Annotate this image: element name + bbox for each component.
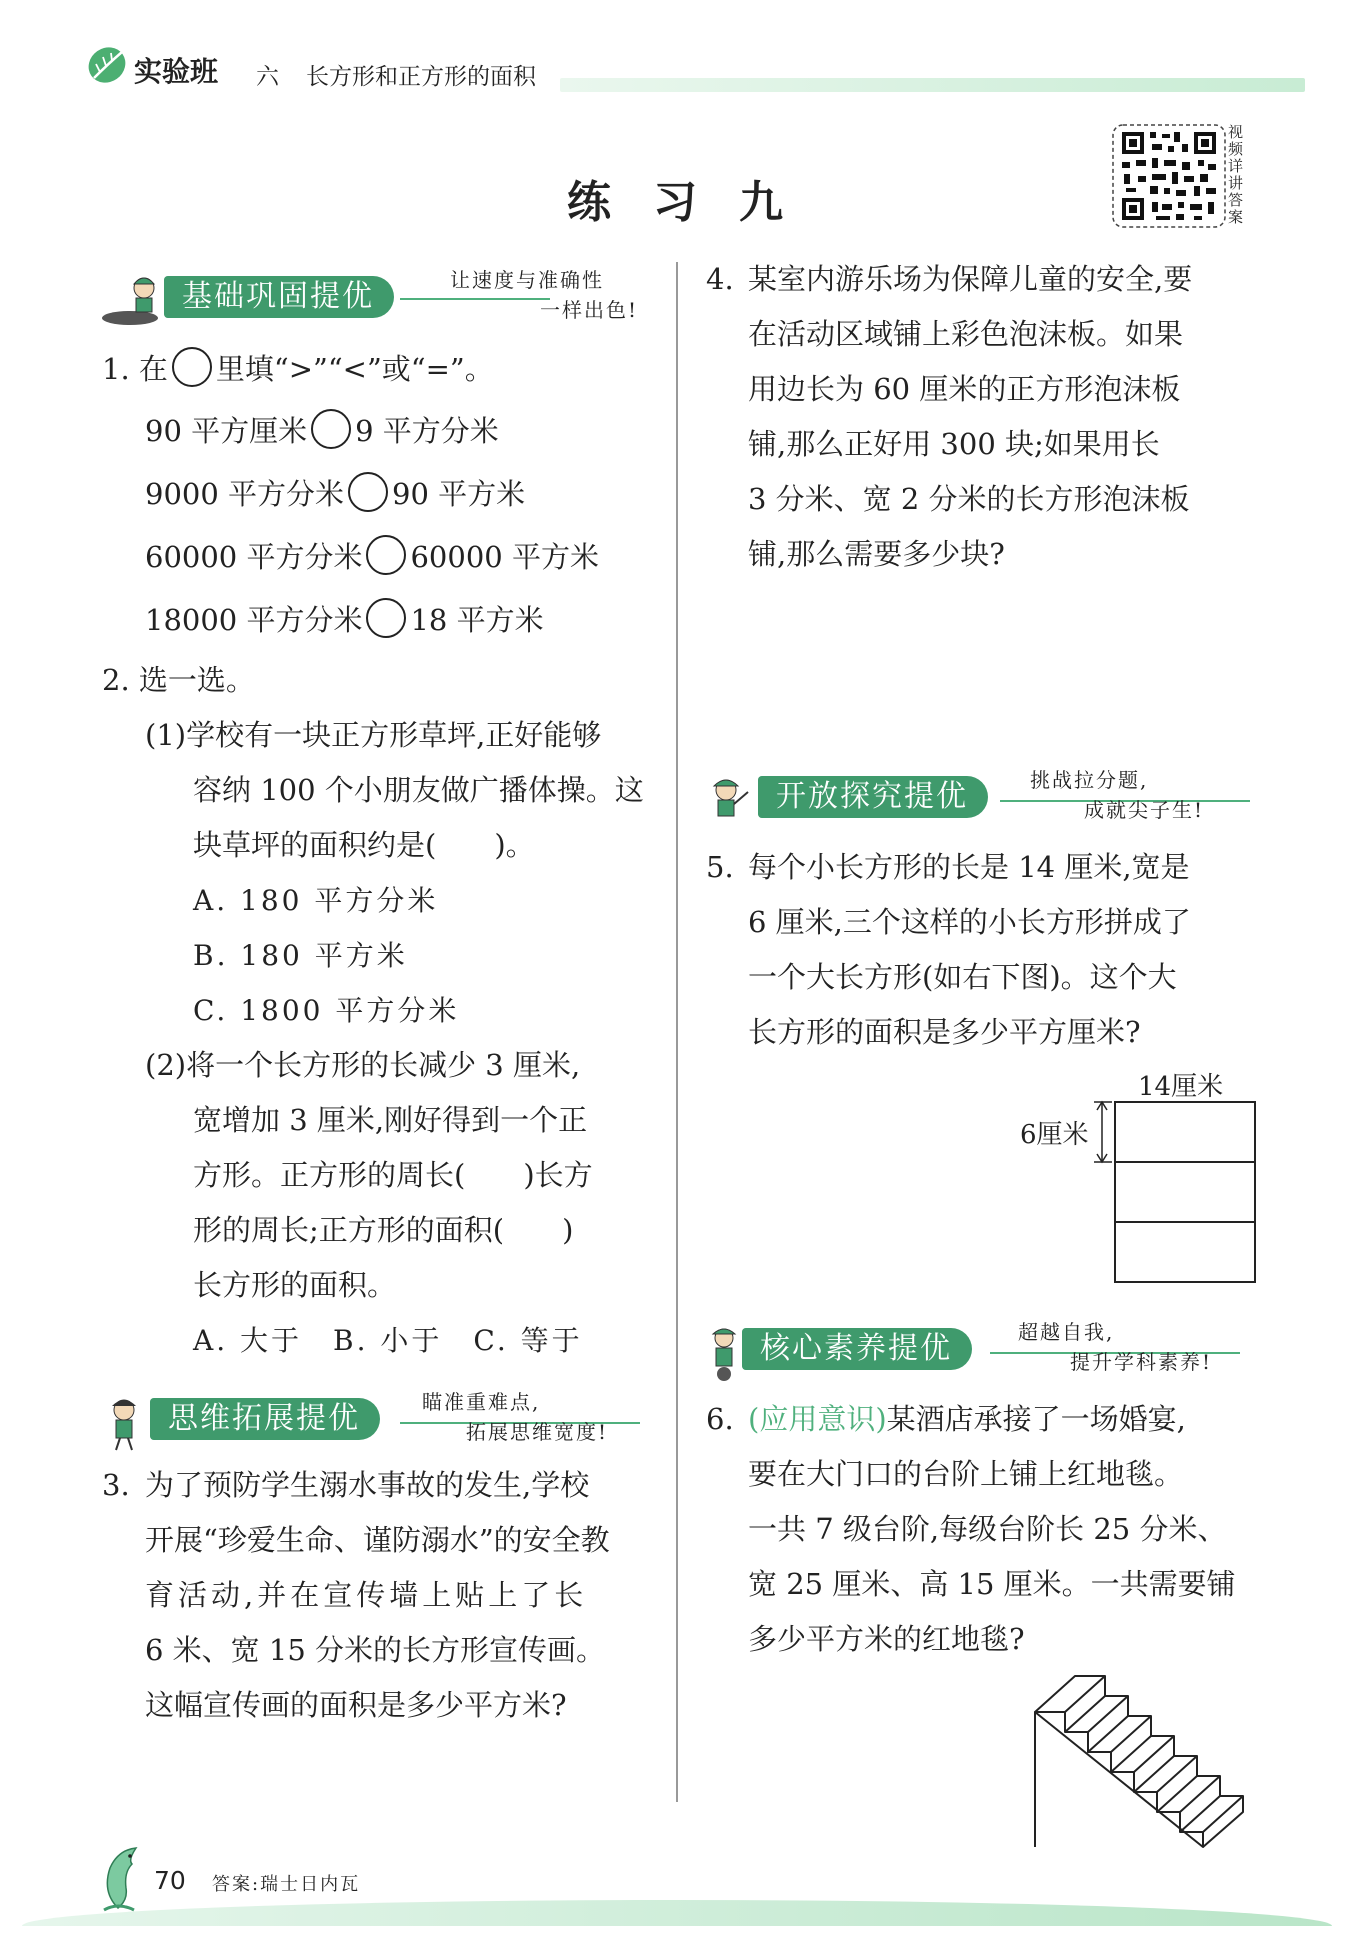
- slogan-basic-1: 让速度与准确性: [450, 268, 604, 292]
- q2-prompt: 2. 选一选。: [102, 663, 255, 697]
- question-number: 4.: [706, 262, 734, 296]
- q2-p1-line: 容纳 100 个小朋友做广播体操。这: [193, 773, 644, 807]
- slogan-thinking-2: 拓展思维宽度!: [466, 1420, 609, 1444]
- q5-line: 长方形的面积是多少平方厘米?: [748, 1015, 1141, 1049]
- blank-circle: [172, 347, 212, 387]
- qr-caption: 视频详讲答案: [1228, 123, 1244, 226]
- slogan-basic-2: 一样出色!: [540, 298, 639, 322]
- q4-line: 用边长为 60 厘米的正方形泡沫板: [748, 372, 1181, 406]
- fig-width-label: 6厘米: [1020, 1120, 1089, 1150]
- answer-circle[interactable]: [366, 598, 406, 638]
- page-number: 70: [154, 1866, 186, 1895]
- skateboard-kid-icon: [100, 270, 170, 330]
- q1-prompt: 1. 在 里填“>”“<”或“=”。: [102, 342, 494, 397]
- question-number: 6.: [706, 1402, 734, 1436]
- q4-line: 铺,那么需要多少块?: [748, 537, 1005, 571]
- page-title: 练习九: [567, 177, 825, 228]
- q6-line: 一共 7 级台阶,每级台阶长 25 分米、: [748, 1512, 1227, 1546]
- q6-tag: (应用意识): [748, 1402, 887, 1436]
- question-number: 3.: [102, 1468, 130, 1502]
- answer-hint: 答案:瑞士日内瓦: [212, 1874, 361, 1895]
- option-b: B. 180 平方米: [193, 939, 408, 972]
- section-label-core: 核心素养提优: [742, 1328, 972, 1370]
- q4-line: 在活动区域铺上彩色泡沫板。如果: [748, 317, 1184, 351]
- unit-number: 六: [256, 64, 279, 90]
- banner-rule: [400, 298, 550, 300]
- section-banner-basic: [100, 270, 670, 322]
- q5-line: 一个大长方形(如右下图)。这个大: [748, 960, 1177, 994]
- footer-band: [22, 1900, 1332, 1926]
- q3-line: 育活动,并在宣传墙上贴上了长: [145, 1578, 588, 1612]
- q4-line: 3 分米、宽 2 分米的长方形泡沫板: [748, 482, 1190, 516]
- q4-line: 某室内游乐场为保障儿童的安全,要: [748, 262, 1193, 296]
- q2-p2-line: 形的周长;正方形的面积( ): [193, 1213, 574, 1247]
- q1-item: 90 平方厘米 9 平方分米: [145, 404, 499, 459]
- column-divider: [676, 262, 678, 1802]
- q5-line: 6 厘米,三个这样的小长方形拼成了: [748, 905, 1191, 939]
- question-number: 5.: [706, 850, 734, 884]
- stacked-rectangles-figure: [1090, 1098, 1260, 1288]
- q2-p2-line: 宽增加 3 厘米,刚好得到一个正: [193, 1103, 588, 1137]
- q3-line: 6 米、宽 15 分米的长方形宣传画。: [145, 1633, 606, 1667]
- q2-p2-line: (2)将一个长方形的长减少 3 厘米,: [145, 1048, 581, 1082]
- qr-code-icon[interactable]: [1112, 124, 1226, 228]
- q4-line: 铺,那么正好用 300 块;如果用长: [748, 427, 1160, 461]
- section-banner-core: [700, 1322, 1260, 1374]
- section-banner-thinking: [100, 1392, 670, 1444]
- slogan-open-1: 挑战拉分题,: [1030, 768, 1149, 792]
- section-label-basic: 基础巩固提优: [164, 276, 394, 318]
- option-a: A. 180 平方分米: [193, 884, 439, 917]
- section-label-open: 开放探究提优: [758, 776, 988, 818]
- dolphin-icon: [88, 1842, 152, 1914]
- q3-line: 为了预防学生溺水事故的发生,学校: [145, 1468, 590, 1502]
- q2-p1-line: 块草坪的面积约是( )。: [193, 828, 535, 862]
- q2-p1-line: (1)学校有一块正方形草坪,正好能够: [145, 718, 602, 752]
- chapter-title: 长方形和正方形的面积: [306, 64, 536, 90]
- answer-circle[interactable]: [311, 409, 351, 449]
- q6-line: 多少平方米的红地毯?: [748, 1622, 1025, 1656]
- slogan-core-2: 提升学科素养!: [1070, 1350, 1213, 1374]
- fig-length-label: 14厘米: [1138, 1072, 1224, 1102]
- q5-line: 每个小长方形的长是 14 厘米,宽是: [748, 850, 1190, 884]
- brand-label: 实验班: [134, 55, 219, 88]
- q6-line: 要在大门口的台阶上铺上红地毯。: [748, 1457, 1184, 1491]
- q3-line: 开展“珍爱生命、谨防溺水”的安全教: [145, 1523, 610, 1557]
- section-banner-open: [700, 770, 1260, 822]
- q3-line: 这幅宣传画的面积是多少平方米?: [145, 1688, 567, 1722]
- section-label-thinking: 思维拓展提优: [150, 1398, 380, 1440]
- leaf-logo-icon: [86, 44, 128, 86]
- q6-line-1: (应用意识)某酒店承接了一场婚宴,: [748, 1402, 1186, 1436]
- staircase-figure: [1030, 1672, 1262, 1850]
- answer-circle[interactable]: [366, 535, 406, 575]
- q1-item: 60000 平方分米 60000 平方米: [145, 530, 599, 585]
- q2-p2-options: A. 大于 B. 小于 C. 等于: [193, 1324, 583, 1357]
- q1-item: 18000 平方分米 18 平方米: [145, 593, 544, 648]
- q1-item: 9000 平方分米 90 平方米: [145, 467, 525, 522]
- question-number: 1.: [102, 352, 130, 386]
- answer-circle[interactable]: [348, 472, 388, 512]
- slogan-thinking-1: 瞄准重难点,: [422, 1390, 541, 1414]
- slogan-core-1: 超越自我,: [1018, 1320, 1115, 1344]
- option-c: C. 1800 平方分米: [193, 994, 460, 1027]
- q2-p2-line: 长方形的面积。: [193, 1268, 397, 1302]
- q6-line: 宽 25 厘米、高 15 厘米。一共需要铺: [748, 1567, 1236, 1601]
- q2-p2-line: 方形。正方形的周长( )长方: [193, 1158, 593, 1192]
- slogan-open-2: 成就尖子生!: [1084, 798, 1205, 822]
- header-band: [560, 78, 1305, 92]
